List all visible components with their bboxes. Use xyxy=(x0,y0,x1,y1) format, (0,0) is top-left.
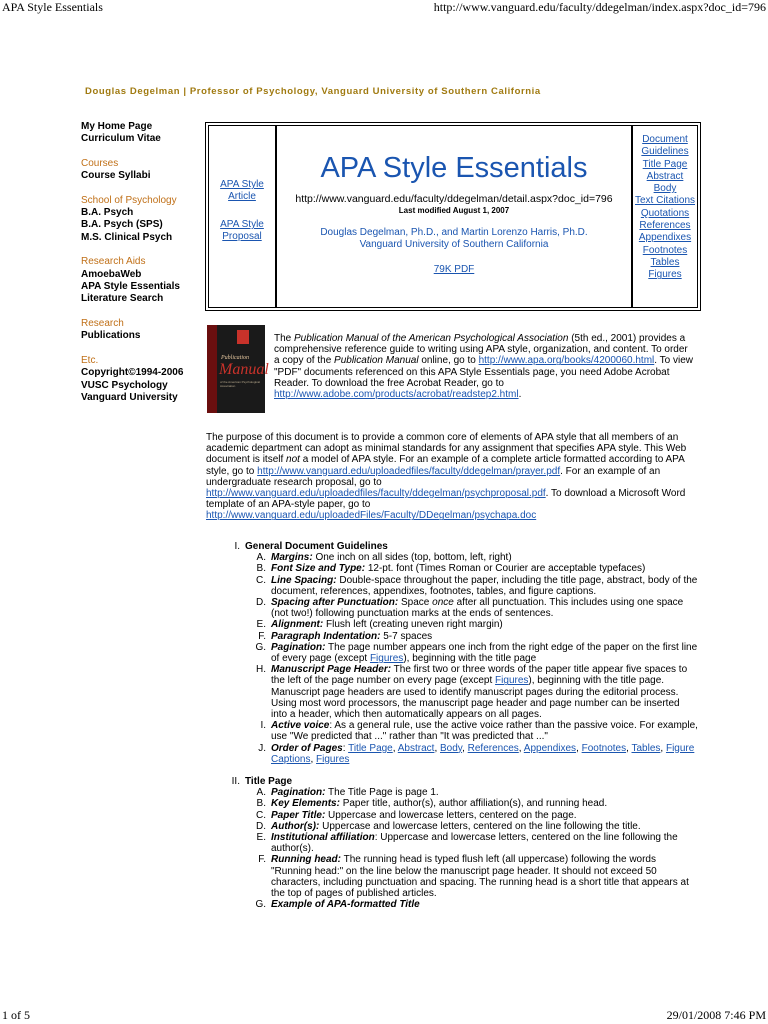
nav-figures[interactable]: Figures xyxy=(648,269,682,281)
nav-quotations[interactable]: Quotations xyxy=(640,207,690,219)
nav-abstract[interactable]: Abstract xyxy=(646,170,684,182)
apa-style-article-link[interactable]: APA Style Article xyxy=(220,179,264,202)
sidebar-heading-etc: Etc. xyxy=(81,354,99,366)
section-title-page: II. Title Page A. Pagination: The Title Page is page 1. B. Key Elements: Paper title, author(s), author affiliation(s), and running head. C. Paper Title: Uppercase and lowercase letters, centered on the page. D. Author(s): Uppercase and lowercase letters, centered on the line following the title. E. Institutional affiliation: Uppercase and lowercase letters, centered on the line following the author(s). F. Running head: The running head is typed flush left (all uppercase) following the words "Running head:" on the line below the manuscript page header. It should not exceed 50 characters, including punctuation and spacing. The running head is a short title that appears at the top of pages of published articles. G. Example of APA-formatted Title xyxy=(228,776,698,910)
list-item: B. Key Elements: Paper title, author(s), author affiliation(s), and running head. xyxy=(256,798,608,810)
cover-word-publication: Publication xyxy=(221,355,249,361)
order-link-title-page[interactable]: Title Page xyxy=(348,742,393,754)
nav-footnotes[interactable]: Footnotes xyxy=(642,244,688,256)
nav-title-page[interactable]: Title Page xyxy=(642,158,688,170)
sidebar-item-syllabi[interactable]: Course Syllabi xyxy=(81,170,151,182)
sidebar-heading-courses: Courses xyxy=(81,157,119,169)
figures-link[interactable]: Figures xyxy=(369,653,404,665)
authors: Douglas Degelman, Ph.D., and Martin Lorenzo Harris, Ph.D. xyxy=(320,227,588,238)
list-item: D. Spacing after Punctuation: Space once after all punctuation. This includes using one space (not two!) following punctuation marks at the ends of sentences. xyxy=(256,597,684,620)
prayer-pdf-link[interactable]: http://www.vanguard.edu/uploadedfiles/faculty/ddegelman/prayer.pdf xyxy=(257,465,561,477)
list-item: D. Author(s): Uppercase and lowercase letters, centered on the line following the title. xyxy=(256,820,641,832)
section-heading: Title Page xyxy=(245,776,293,788)
book-emblem xyxy=(237,330,249,344)
list-item: A. Pagination: The Title Page is page 1. xyxy=(256,787,439,799)
psychproposal-pdf-link[interactable]: http://www.vanguard.edu/uploadedfiles/faculty/ddegelman/psychproposal.pdf xyxy=(206,488,546,500)
sidebar-heading-school: School of Psychology xyxy=(81,194,177,206)
header-right-cell xyxy=(632,125,698,308)
sidebar-item-publications[interactable]: Publications xyxy=(81,330,141,342)
list-item: F. Running head: The running head is typed flush left (all uppercase) following the words "Running head:" on the line below the manuscript page header. It should not exceed 50 characters, including punctuation and spacing. The running head is a short title that appears at the top of pages of published articles. xyxy=(258,854,689,900)
order-link-body[interactable]: Body xyxy=(440,742,463,754)
sidebar-item-ba-psych-sps[interactable]: B.A. Psych (SPS) xyxy=(81,219,163,231)
sidebar-item-copyright[interactable]: Copyright©1994-2006 xyxy=(81,367,184,379)
order-link-figures[interactable]: Figures xyxy=(316,753,350,765)
pdf-download-link[interactable]: 79K PDF xyxy=(433,264,475,275)
list-item: J. Order of Pages: Title Page, Abstract, Body, References, Appendixes, Footnotes, Tables, Figure Captions, Figures xyxy=(258,742,695,765)
document-url: http://www.vanguard.edu/faculty/ddegelman/detail.aspx?doc_id=796 xyxy=(295,193,613,205)
print-header-url: http://www.vanguard.edu/faculty/ddegelman/index.aspx?doc_id=796 xyxy=(433,0,766,14)
guidelines-outline xyxy=(228,541,698,911)
header-title-cell xyxy=(276,125,632,308)
sidebar-item-vusc-psychology[interactable]: VUSC Psychology xyxy=(81,379,168,391)
order-link-references[interactable]: References xyxy=(467,742,519,754)
list-item: B. Font Size and Type: 12-pt. font (Times Roman or Courier are acceptable typefaces) xyxy=(256,563,646,575)
list-item: C. Paper Title: Uppercase and lowercase letters, centered on the page. xyxy=(256,809,577,821)
nav-text-citations[interactable]: Text Citations xyxy=(634,195,696,207)
institution: Vanguard University of Southern California xyxy=(359,239,549,250)
print-footer-datetime: 29/01/2008 7:46 PM xyxy=(666,1008,766,1022)
cover-word-manual: Manual xyxy=(219,361,269,378)
list-item: A. Margins: One inch on all sides (top, bottom, left, right) xyxy=(256,552,512,564)
figures-link[interactable]: Figures xyxy=(495,675,529,687)
section-heading: General Document Guidelines xyxy=(245,541,388,552)
nav-body[interactable]: Body xyxy=(653,183,677,195)
sidebar-item-cv[interactable]: Curriculum Vitae xyxy=(81,133,161,145)
header-left-cell xyxy=(208,125,276,308)
sidebar-heading-research-aids: Research Aids xyxy=(81,256,146,268)
site-banner: Douglas Degelman | Professor of Psychology, Vanguard University of Southern California xyxy=(85,86,541,97)
document-header-table xyxy=(205,122,701,311)
print-header-title: APA Style Essentials xyxy=(2,0,103,14)
nav-references[interactable]: References xyxy=(639,220,691,232)
list-item: E. Alignment: Flush left (creating uneven right margin) xyxy=(256,619,503,631)
page-title: APA Style Essentials xyxy=(320,152,588,184)
list-item: I. Active voice: As a general rule, use the active voice rather than the passive voice. For example, use "We predicted that ..." rather than "It was predicted that ..." xyxy=(260,720,698,743)
sidebar-item-ba-psych[interactable]: B.A. Psych xyxy=(81,207,134,219)
psychapa-doc-link[interactable]: http://www.vanguard.edu/uploadedFiles/Faculty/DDegelman/psychapa.doc xyxy=(206,510,537,522)
nav-document-guidelines[interactable]: Document Guidelines xyxy=(641,134,689,158)
cover-subtitle: of the American Psychological Association xyxy=(220,380,261,388)
apa-style-proposal-link[interactable]: APA Style Proposal xyxy=(220,219,264,242)
order-link-appendixes[interactable]: Appendixes xyxy=(523,742,577,754)
sidebar-item-apa-essentials[interactable]: APA Style Essentials xyxy=(81,281,180,293)
order-link-tables[interactable]: Tables xyxy=(631,742,661,754)
sidebar-item-literature-search[interactable]: Literature Search xyxy=(81,293,164,305)
purpose-paragraph: The purpose of this document is to provide a common core of elements of APA style that all members of an academic department can adopt as minimal standards for any assignment that specifies APA style. This Web document is itself not a model of APA style. For an example of a complete article formatted according to APA style, go to http://www.vanguard.edu/uploadedfiles/faculty/ddegelman/prayer.pdf. For an example of an undergraduate research proposal, go to http://www.vanguard.edu/uploadedfiles/faculty/ddegelman/psychproposal.pdf. To download a Microsoft Word template of an APA-style paper, go to http://www.vanguard.edu/uploadedFiles/Faculty/DDegelman/psychapa.doc xyxy=(206,432,687,522)
order-link-footnotes[interactable]: Footnotes xyxy=(581,742,627,754)
last-modified: Last modified August 1, 2007 xyxy=(398,206,510,215)
list-item: G. Pagination: The page number appears one inch from the right edge of the paper on the first line of every page (except Figures), beginning with the title page xyxy=(255,641,698,665)
list-item: E. Institutional affiliation: Uppercase and lowercase letters, centered on the line following the author(s). xyxy=(256,832,678,855)
acrobat-reader-link[interactable]: http://www.adobe.com/products/acrobat/readstep2.html xyxy=(274,389,519,401)
intro-paragraph: The Publication Manual of the American Psychological Association (5th ed., 2001) provides a comprehensive reference guide to writing using APA style, organization, and content. To order a copy of the Publication Manual online, go to http://www.apa.org/books/4200060.html. To view "PDF" documents referenced on this APA Style Essentials page, you need Adobe Acrobat Reader. To download the free Acrobat Reader, go to http://www.adobe.com/products/acrobat/readstep2.html. xyxy=(274,333,693,401)
sidebar-nav xyxy=(81,121,201,404)
list-item: F. Paragraph Indentation: 5-7 spaces xyxy=(258,630,433,642)
nav-appendixes[interactable]: Appendixes xyxy=(638,232,692,244)
print-footer-page: 1 of 5 xyxy=(2,1008,30,1022)
order-link-figure-captions[interactable]: Figure Captions xyxy=(271,742,695,765)
list-item: G. Example of APA-formatted Title xyxy=(255,899,420,911)
section-general-guidelines: I. General Document Guidelines A. Margins: One inch on all sides (top, bottom, left, right) B. Font Size and Type: 12-pt. font (Times Roman or Courier are acceptable typefaces) C. Line Spacing: Double-space throughout the paper, including the title page, abstract, body of the document, references, appendixes, footnotes, tables, and figure captions. D. Spacing after Punctuation: Space once after all punctuation. This includes using one space (not two!) following punctuation marks at the ends of sentences. E. Alignment: Flush left (creating uneven right margin) F. Paragraph Indentation: 5-7 spaces G. Pagination: The page number appears one inch from the right edge of the paper on the first line of every page (except Figures), beginning with the title page H. Manuscript Page Header: The first two or three words of the paper title appear five spaces to the left of the page number on every page (except Figures), beginning with the title page. Manuscript page headers are used to identify manuscript pages during the editorial process. Using most word processors, the manuscript page header and page number can be inserted into a header, which then automatically appears on all pages. I. Active voice: As a general rule, use the active voice rather than the passive voice. For example, use "We predicted that ..." rather than "It was predicted that ..." J. Order of Pages: Title Page, Abstract, Body, References, Appendixes, Footnotes, Tables, Figure Captions, Figures xyxy=(228,541,698,765)
sidebar-item-ms-clinical[interactable]: M.S. Clinical Psych xyxy=(81,231,173,243)
apa-books-link[interactable]: http://www.apa.org/books/4200060.html xyxy=(478,355,655,367)
list-item: C. Line Spacing: Double-space throughout the paper, including the title page, abstract, body of the document, references, appendixes, footnotes, tables, and figure captions. xyxy=(256,574,698,597)
sidebar-item-home[interactable]: My Home Page xyxy=(81,121,153,132)
sidebar-item-amoebaweb[interactable]: AmoebaWeb xyxy=(81,268,142,280)
sidebar-heading-research: Research xyxy=(81,317,124,329)
list-item: H. Manuscript Page Header: The first two or three words of the paper title appear five spaces to the left of the page number on every page (except Figures), beginning with the title page. Manuscript page headers are used to identify manuscript pages during the editorial process. Using most word processors, the manuscript page header and page number can be inserted into a header, which then automatically appears on all pages. xyxy=(256,664,688,721)
sidebar-item-vanguard[interactable]: Vanguard University xyxy=(81,391,178,403)
order-link-abstract[interactable]: Abstract xyxy=(397,742,435,754)
publication-manual-cover-image[interactable] xyxy=(207,325,269,413)
nav-tables[interactable]: Tables xyxy=(650,256,680,268)
